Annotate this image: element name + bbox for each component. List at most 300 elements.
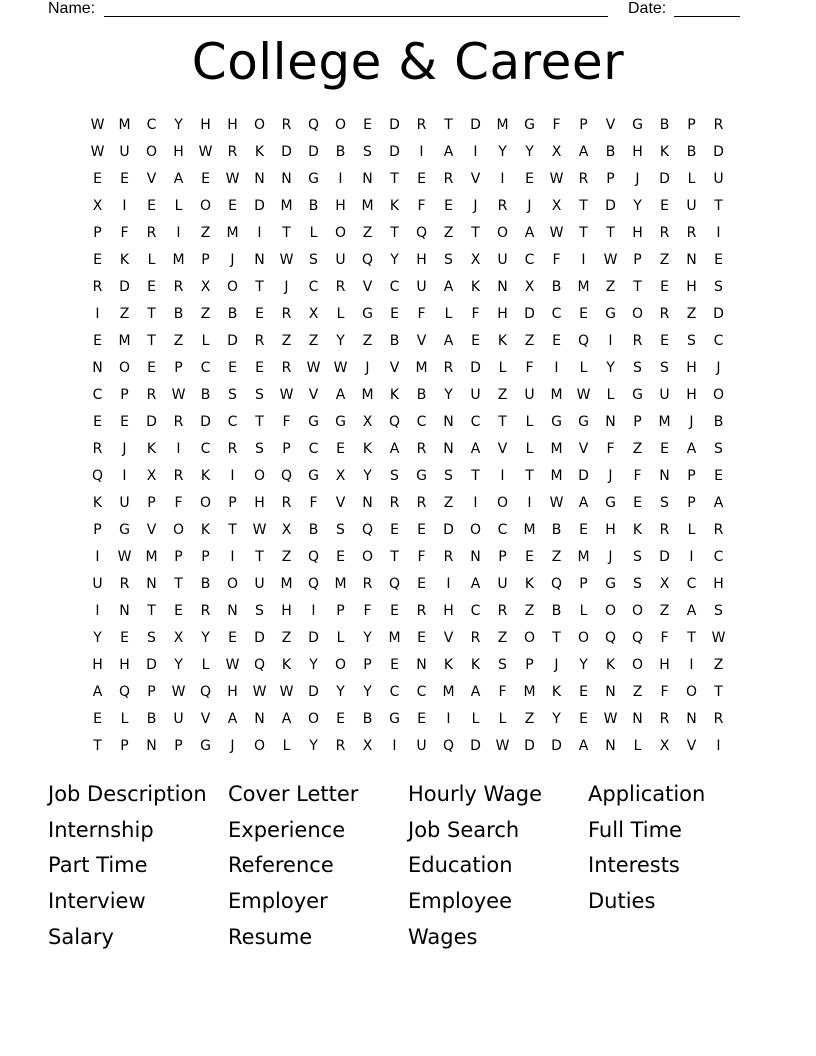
grid-letter[interactable]: X	[362, 738, 373, 754]
grid-letter[interactable]: D	[308, 630, 319, 646]
grid-letter[interactable]: I	[500, 468, 505, 484]
grid-letter[interactable]: Y	[498, 144, 507, 160]
grid-letter[interactable]: H	[686, 387, 697, 403]
grid-letter[interactable]: R	[335, 279, 346, 295]
grid-letter[interactable]: G	[416, 468, 427, 484]
grid-letter[interactable]: H	[335, 198, 346, 214]
grid-letter[interactable]: L	[498, 711, 507, 727]
grid-letter[interactable]: V	[686, 738, 697, 754]
grid-letter[interactable]: S	[714, 441, 723, 457]
grid-letter[interactable]: B	[200, 576, 211, 592]
grid-letter[interactable]: O	[307, 711, 320, 727]
grid-letter[interactable]: U	[497, 576, 508, 592]
grid-letter[interactable]: K	[497, 333, 508, 349]
grid-letter[interactable]: J	[716, 360, 721, 376]
grid-letter[interactable]: N	[146, 576, 157, 592]
grid-letter[interactable]: Z	[686, 306, 697, 322]
grid-letter[interactable]: O	[199, 198, 212, 214]
grid-letter[interactable]: Y	[93, 630, 102, 646]
grid-letter[interactable]: J	[554, 657, 559, 673]
grid-letter[interactable]: P	[336, 603, 345, 619]
grid-letter[interactable]: B	[551, 603, 562, 619]
grid-letter[interactable]: D	[659, 549, 670, 565]
grid-letter[interactable]: D	[254, 198, 265, 214]
grid-letter[interactable]: X	[524, 279, 535, 295]
grid-letter[interactable]: O	[145, 144, 158, 160]
grid-letter[interactable]: T	[147, 306, 156, 322]
grid-letter[interactable]: W	[576, 387, 591, 403]
grid-letter[interactable]: Y	[363, 684, 372, 700]
grid-letter[interactable]: A	[227, 711, 238, 727]
grid-letter[interactable]: G	[551, 414, 562, 430]
grid-letter[interactable]: R	[254, 333, 265, 349]
grid-letter[interactable]: C	[497, 522, 508, 538]
grid-letter[interactable]: E	[147, 360, 156, 376]
grid-letter[interactable]: A	[173, 171, 184, 187]
grid-letter[interactable]: W	[225, 171, 240, 187]
grid-letter[interactable]: G	[308, 414, 319, 430]
grid-letter[interactable]: P	[201, 549, 210, 565]
grid-letter[interactable]: Q	[415, 225, 428, 241]
grid-letter[interactable]: Z	[200, 306, 211, 322]
grid-letter[interactable]: L	[606, 387, 615, 403]
grid-letter[interactable]: D	[308, 144, 319, 160]
grid-letter[interactable]: O	[334, 117, 347, 133]
grid-letter[interactable]: E	[93, 333, 102, 349]
grid-letter[interactable]: X	[92, 198, 103, 214]
grid-letter[interactable]: O	[361, 549, 374, 565]
grid-letter[interactable]: Q	[631, 630, 644, 646]
grid-letter[interactable]: W	[198, 144, 213, 160]
grid-letter[interactable]: I	[527, 495, 532, 511]
grid-letter[interactable]: C	[551, 306, 562, 322]
grid-letter[interactable]: D	[524, 306, 535, 322]
grid-letter[interactable]: B	[335, 144, 346, 160]
grid-letter[interactable]: T	[147, 603, 156, 619]
grid-letter[interactable]: Z	[281, 630, 292, 646]
grid-letter[interactable]: E	[120, 630, 129, 646]
grid-letter[interactable]: S	[255, 603, 264, 619]
grid-letter[interactable]: C	[146, 117, 157, 133]
grid-letter[interactable]: I	[446, 576, 451, 592]
grid-letter[interactable]: D	[470, 360, 481, 376]
grid-letter[interactable]: E	[471, 333, 480, 349]
grid-letter[interactable]: A	[578, 495, 589, 511]
grid-letter[interactable]: E	[417, 576, 426, 592]
grid-letter[interactable]: T	[633, 279, 642, 295]
grid-letter[interactable]: B	[416, 387, 427, 403]
grid-letter[interactable]: W	[549, 495, 564, 511]
grid-letter[interactable]: B	[173, 306, 184, 322]
grid-letter[interactable]: E	[552, 333, 561, 349]
grid-letter[interactable]: X	[659, 738, 670, 754]
grid-letter[interactable]: L	[120, 711, 129, 727]
grid-letter[interactable]: Q	[388, 414, 401, 430]
grid-letter[interactable]: A	[470, 441, 481, 457]
grid-letter[interactable]: P	[498, 549, 507, 565]
grid-letter[interactable]: Q	[307, 549, 320, 565]
grid-letter[interactable]: X	[335, 468, 346, 484]
grid-letter[interactable]: H	[497, 306, 508, 322]
grid-letter[interactable]: U	[119, 144, 130, 160]
grid-letter[interactable]: O	[334, 225, 347, 241]
grid-letter[interactable]: P	[687, 495, 696, 511]
grid-letter[interactable]: A	[281, 711, 292, 727]
grid-letter[interactable]: N	[605, 738, 616, 754]
grid-letter[interactable]: B	[659, 117, 670, 133]
grid-letter[interactable]: Q	[577, 333, 590, 349]
grid-letter[interactable]: D	[578, 468, 589, 484]
grid-letter[interactable]: J	[230, 738, 235, 754]
grid-letter[interactable]: T	[255, 549, 264, 565]
grid-letter[interactable]: J	[230, 252, 235, 268]
grid-letter[interactable]: O	[118, 360, 131, 376]
grid-letter[interactable]: T	[714, 198, 723, 214]
grid-letter[interactable]: S	[714, 603, 723, 619]
grid-letter[interactable]: N	[443, 441, 454, 457]
grid-letter[interactable]: T	[390, 171, 399, 187]
grid-letter[interactable]: R	[443, 171, 454, 187]
grid-letter[interactable]: O	[172, 522, 185, 538]
grid-letter[interactable]: S	[633, 576, 642, 592]
grid-letter[interactable]: A	[686, 441, 697, 457]
grid-letter[interactable]: A	[335, 387, 346, 403]
grid-letter[interactable]: Y	[363, 630, 372, 646]
grid-letter[interactable]: R	[686, 225, 697, 241]
grid-letter[interactable]: F	[417, 306, 426, 322]
grid-letter[interactable]: Q	[253, 657, 266, 673]
grid-letter[interactable]: L	[525, 414, 534, 430]
grid-letter[interactable]: R	[578, 171, 589, 187]
grid-letter[interactable]: K	[362, 441, 373, 457]
grid-letter[interactable]: W	[549, 225, 564, 241]
grid-letter[interactable]: L	[336, 630, 345, 646]
grid-letter[interactable]: I	[689, 549, 694, 565]
grid-letter[interactable]: E	[336, 549, 345, 565]
grid-letter[interactable]: B	[713, 414, 724, 430]
grid-letter[interactable]: T	[579, 225, 588, 241]
grid-letter[interactable]: W	[603, 711, 618, 727]
grid-letter[interactable]: Y	[174, 657, 183, 673]
grid-letter[interactable]: W	[252, 684, 267, 700]
grid-letter[interactable]: F	[552, 252, 561, 268]
grid-letter[interactable]: J	[635, 171, 640, 187]
grid-letter[interactable]: Q	[442, 738, 455, 754]
grid-letter[interactable]: U	[92, 576, 103, 592]
grid-letter[interactable]: Z	[524, 711, 535, 727]
grid-letter[interactable]: U	[173, 711, 184, 727]
grid-letter[interactable]: Q	[118, 684, 131, 700]
grid-letter[interactable]: R	[227, 144, 238, 160]
grid-letter[interactable]: Q	[280, 468, 293, 484]
grid-letter[interactable]: W	[603, 252, 618, 268]
grid-letter[interactable]: Z	[497, 387, 508, 403]
grid-letter[interactable]: E	[390, 522, 399, 538]
grid-letter[interactable]: L	[687, 522, 696, 538]
grid-letter[interactable]: E	[579, 684, 588, 700]
grid-letter[interactable]: B	[551, 279, 562, 295]
grid-letter[interactable]: I	[419, 144, 424, 160]
grid-letter[interactable]: E	[147, 279, 156, 295]
grid-letter[interactable]: S	[444, 468, 453, 484]
grid-letter[interactable]: J	[365, 360, 370, 376]
grid-letter[interactable]: B	[605, 144, 616, 160]
grid-letter[interactable]: R	[443, 549, 454, 565]
grid-letter[interactable]: J	[527, 198, 532, 214]
grid-letter[interactable]: R	[659, 306, 670, 322]
grid-letter[interactable]: R	[659, 522, 670, 538]
grid-letter[interactable]: A	[524, 225, 535, 241]
grid-letter[interactable]: A	[389, 441, 400, 457]
date-blank-line[interactable]	[674, 16, 740, 17]
grid-letter[interactable]: V	[578, 441, 589, 457]
grid-letter[interactable]: I	[689, 657, 694, 673]
grid-letter[interactable]: Z	[281, 549, 292, 565]
grid-letter[interactable]: E	[444, 198, 453, 214]
grid-letter[interactable]: T	[606, 225, 615, 241]
grid-letter[interactable]: R	[416, 117, 427, 133]
grid-letter[interactable]: X	[659, 576, 670, 592]
grid-letter[interactable]: U	[416, 738, 427, 754]
grid-letter[interactable]: T	[147, 333, 156, 349]
grid-letter[interactable]: E	[417, 522, 426, 538]
grid-letter[interactable]: D	[389, 117, 400, 133]
grid-letter[interactable]: K	[389, 387, 400, 403]
grid-letter[interactable]: D	[389, 144, 400, 160]
grid-letter[interactable]: Y	[363, 468, 372, 484]
grid-letter[interactable]: M	[388, 630, 401, 646]
grid-letter[interactable]: N	[227, 603, 238, 619]
grid-letter[interactable]: Z	[713, 657, 724, 673]
grid-letter[interactable]: E	[336, 711, 345, 727]
grid-letter[interactable]: Y	[633, 198, 642, 214]
grid-letter[interactable]: R	[362, 576, 373, 592]
grid-letter[interactable]: V	[308, 387, 319, 403]
grid-letter[interactable]: T	[498, 414, 507, 430]
grid-letter[interactable]: N	[92, 360, 103, 376]
grid-letter[interactable]: N	[416, 657, 427, 673]
grid-letter[interactable]: Q	[550, 576, 563, 592]
grid-letter[interactable]: J	[608, 468, 613, 484]
grid-letter[interactable]: C	[200, 360, 211, 376]
grid-letter[interactable]: N	[362, 495, 373, 511]
grid-letter[interactable]: L	[579, 360, 588, 376]
grid-letter[interactable]: V	[200, 711, 211, 727]
grid-letter[interactable]: B	[551, 522, 562, 538]
grid-letter[interactable]: P	[93, 522, 102, 538]
grid-letter[interactable]: N	[686, 711, 697, 727]
grid-letter[interactable]: O	[577, 630, 590, 646]
grid-letter[interactable]: G	[632, 117, 643, 133]
grid-letter[interactable]: Q	[307, 117, 320, 133]
grid-letter[interactable]: I	[95, 549, 100, 565]
grid-letter[interactable]: Z	[362, 225, 373, 241]
grid-letter[interactable]: N	[146, 738, 157, 754]
grid-letter[interactable]: H	[686, 360, 697, 376]
grid-letter[interactable]: E	[579, 306, 588, 322]
grid-letter[interactable]: E	[336, 441, 345, 457]
grid-letter[interactable]: Z	[362, 333, 373, 349]
grid-letter[interactable]: M	[172, 252, 185, 268]
grid-letter[interactable]: D	[281, 144, 292, 160]
grid-letter[interactable]: R	[173, 279, 184, 295]
grid-letter[interactable]: O	[631, 657, 644, 673]
grid-letter[interactable]: R	[713, 711, 724, 727]
grid-letter[interactable]: P	[228, 495, 237, 511]
grid-letter[interactable]: X	[173, 630, 184, 646]
grid-letter[interactable]: T	[714, 684, 723, 700]
grid-letter[interactable]: N	[281, 171, 292, 187]
grid-letter[interactable]: R	[281, 306, 292, 322]
grid-letter[interactable]: B	[227, 306, 238, 322]
grid-letter[interactable]: E	[660, 333, 669, 349]
grid-letter[interactable]: Z	[632, 684, 643, 700]
grid-letter[interactable]: L	[471, 711, 480, 727]
grid-letter[interactable]: F	[660, 684, 669, 700]
grid-letter[interactable]: R	[173, 468, 184, 484]
grid-letter[interactable]: J	[284, 279, 289, 295]
grid-letter[interactable]: L	[336, 306, 345, 322]
grid-letter[interactable]: Y	[174, 117, 183, 133]
grid-letter[interactable]: E	[417, 711, 426, 727]
grid-letter[interactable]: A	[92, 684, 103, 700]
grid-letter[interactable]: I	[716, 738, 721, 754]
grid-letter[interactable]: W	[279, 684, 294, 700]
grid-letter[interactable]: R	[470, 630, 481, 646]
grid-letter[interactable]: I	[230, 549, 235, 565]
grid-letter[interactable]: K	[470, 657, 481, 673]
grid-letter[interactable]: X	[551, 144, 562, 160]
grid-letter[interactable]: M	[118, 117, 131, 133]
grid-letter[interactable]: P	[363, 657, 372, 673]
grid-letter[interactable]: Y	[336, 333, 345, 349]
grid-letter[interactable]: Y	[336, 684, 345, 700]
grid-letter[interactable]: I	[608, 333, 613, 349]
grid-letter[interactable]: K	[632, 522, 643, 538]
grid-letter[interactable]: P	[93, 225, 102, 241]
grid-letter[interactable]: O	[199, 495, 212, 511]
grid-letter[interactable]: O	[253, 468, 266, 484]
grid-letter[interactable]: C	[389, 684, 400, 700]
grid-letter[interactable]: C	[524, 252, 535, 268]
grid-letter[interactable]: N	[254, 171, 265, 187]
grid-letter[interactable]: I	[500, 171, 505, 187]
grid-letter[interactable]: T	[174, 576, 183, 592]
grid-letter[interactable]: A	[443, 333, 454, 349]
grid-letter[interactable]: K	[92, 495, 103, 511]
grid-letter[interactable]: V	[146, 171, 157, 187]
grid-letter[interactable]: W	[225, 657, 240, 673]
grid-letter[interactable]: F	[417, 549, 426, 565]
grid-letter[interactable]: E	[660, 198, 669, 214]
grid-letter[interactable]: J	[608, 549, 613, 565]
grid-letter[interactable]: S	[255, 387, 264, 403]
grid-letter[interactable]: P	[687, 117, 696, 133]
grid-letter[interactable]: P	[174, 738, 183, 754]
grid-letter[interactable]: S	[660, 360, 669, 376]
grid-letter[interactable]: P	[282, 441, 291, 457]
grid-letter[interactable]: D	[227, 333, 238, 349]
grid-letter[interactable]: P	[633, 252, 642, 268]
grid-letter[interactable]: Z	[443, 225, 454, 241]
grid-letter[interactable]: C	[227, 414, 238, 430]
grid-letter[interactable]: K	[443, 657, 454, 673]
grid-letter[interactable]: K	[254, 144, 265, 160]
grid-letter[interactable]: H	[605, 522, 616, 538]
grid-letter[interactable]: C	[389, 279, 400, 295]
grid-letter[interactable]: I	[122, 468, 127, 484]
grid-letter[interactable]: M	[550, 468, 563, 484]
grid-letter[interactable]: L	[687, 171, 696, 187]
grid-letter[interactable]: M	[577, 279, 590, 295]
grid-letter[interactable]: S	[714, 279, 723, 295]
grid-letter[interactable]: Q	[307, 576, 320, 592]
grid-letter[interactable]: D	[119, 279, 130, 295]
grid-letter[interactable]: F	[282, 414, 291, 430]
grid-letter[interactable]: H	[281, 603, 292, 619]
grid-letter[interactable]: U	[686, 198, 697, 214]
grid-letter[interactable]: E	[714, 252, 723, 268]
grid-letter[interactable]: U	[659, 387, 670, 403]
grid-letter[interactable]: R	[335, 738, 346, 754]
grid-letter[interactable]: O	[631, 306, 644, 322]
grid-letter[interactable]: S	[309, 252, 318, 268]
grid-letter[interactable]: I	[392, 738, 397, 754]
grid-letter[interactable]: Q	[361, 522, 374, 538]
grid-letter[interactable]: I	[716, 225, 721, 241]
grid-letter[interactable]: C	[713, 549, 724, 565]
grid-letter[interactable]: A	[443, 279, 454, 295]
grid-letter[interactable]: Z	[605, 279, 616, 295]
grid-letter[interactable]: D	[551, 738, 562, 754]
grid-letter[interactable]: O	[631, 603, 644, 619]
grid-letter[interactable]: P	[147, 684, 156, 700]
grid-letter[interactable]: E	[93, 414, 102, 430]
grid-letter[interactable]: W	[495, 738, 510, 754]
grid-letter[interactable]: F	[174, 495, 183, 511]
grid-letter[interactable]: Q	[91, 468, 104, 484]
grid-letter[interactable]: Z	[308, 333, 319, 349]
grid-letter[interactable]: F	[633, 468, 642, 484]
grid-letter[interactable]: H	[686, 279, 697, 295]
grid-letter[interactable]: A	[470, 576, 481, 592]
grid-letter[interactable]: I	[257, 225, 262, 241]
grid-letter[interactable]: I	[176, 225, 181, 241]
grid-letter[interactable]: N	[605, 414, 616, 430]
grid-letter[interactable]: T	[579, 198, 588, 214]
grid-letter[interactable]: R	[713, 522, 724, 538]
grid-letter[interactable]: F	[417, 198, 426, 214]
grid-letter[interactable]: F	[525, 360, 534, 376]
grid-letter[interactable]: H	[173, 144, 184, 160]
grid-letter[interactable]: Q	[361, 252, 374, 268]
grid-letter[interactable]: S	[255, 441, 264, 457]
grid-letter[interactable]: E	[579, 711, 588, 727]
grid-letter[interactable]: A	[578, 144, 589, 160]
grid-letter[interactable]: K	[200, 522, 211, 538]
grid-letter[interactable]: I	[122, 198, 127, 214]
grid-letter[interactable]: E	[390, 657, 399, 673]
grid-letter[interactable]: K	[200, 468, 211, 484]
grid-letter[interactable]: D	[443, 522, 454, 538]
grid-letter[interactable]: G	[605, 576, 616, 592]
grid-letter[interactable]: R	[713, 117, 724, 133]
grid-letter[interactable]: X	[281, 522, 292, 538]
grid-letter[interactable]: D	[470, 738, 481, 754]
grid-letter[interactable]: V	[362, 279, 373, 295]
grid-letter[interactable]: E	[579, 522, 588, 538]
grid-letter[interactable]: R	[281, 360, 292, 376]
